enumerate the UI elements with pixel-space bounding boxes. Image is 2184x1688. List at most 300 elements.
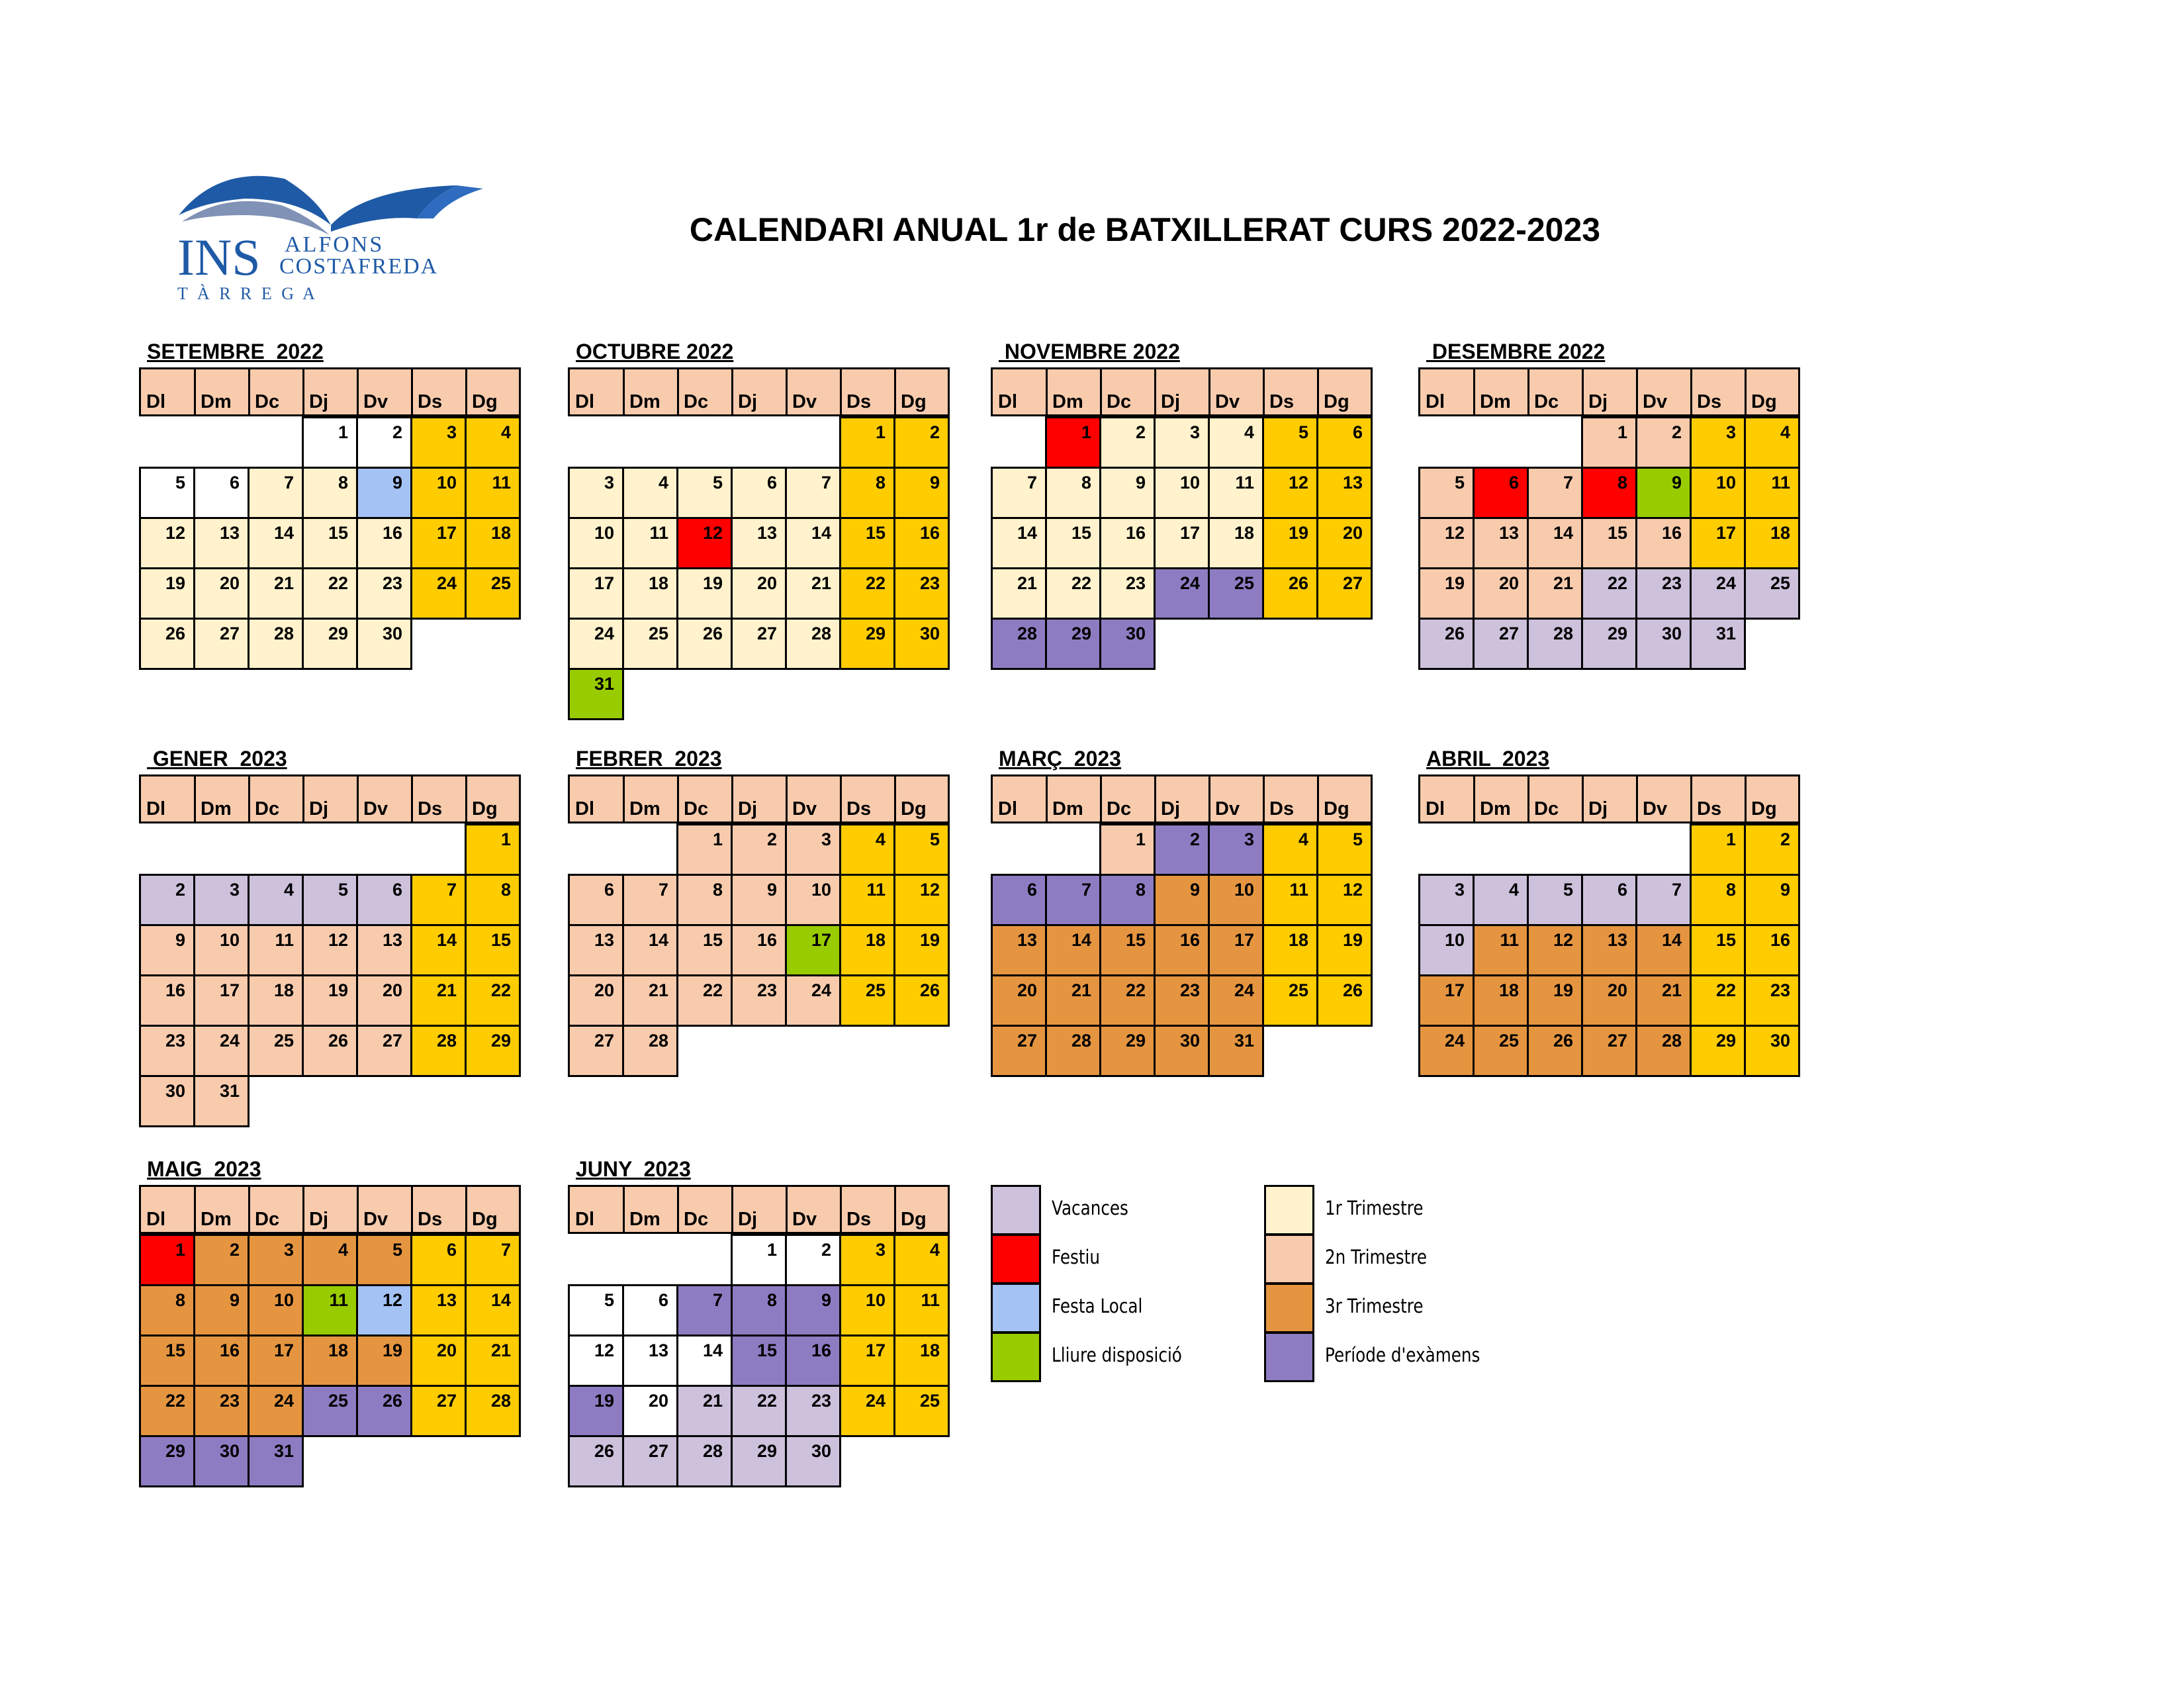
legend-swatch (991, 1185, 1041, 1235)
day-cell: 23 (731, 974, 787, 1027)
day-cell: 9 (1099, 467, 1156, 519)
weekday-label: Dm (629, 391, 660, 412)
day-cell: 30 (893, 618, 950, 670)
legend-swatch (1264, 1185, 1314, 1235)
day-cell: 26 (676, 618, 733, 670)
day-cell: 15 (676, 924, 733, 976)
day-cell: 24 (785, 974, 841, 1027)
day-cell: 17 (248, 1335, 304, 1387)
day-cell: 23 (1635, 567, 1692, 620)
day-cell: 27 (193, 618, 250, 670)
weekday-divider (1745, 369, 1747, 414)
weekday-label: Dg (901, 798, 927, 820)
day-cell: 5 (676, 467, 733, 519)
day-cell: 2 (1635, 416, 1692, 469)
weekday-divider (1208, 776, 1210, 821)
weekday-label: Dm (1480, 798, 1511, 820)
legend-swatch (1264, 1283, 1314, 1333)
weekday-divider (1690, 776, 1692, 821)
weekday-label: Dg (472, 1209, 498, 1230)
month-name: GENER 2023 (147, 747, 287, 771)
weekday-label: Ds (1697, 391, 1722, 412)
weekday-label: Dj (1588, 391, 1608, 412)
weekday-divider (677, 1187, 679, 1232)
day-cell: 22 (1045, 567, 1101, 620)
day-cell: 12 (1316, 874, 1373, 926)
day-cell: 16 (1099, 517, 1156, 569)
weekday-divider (623, 369, 625, 414)
day-cell: 27 (410, 1385, 467, 1437)
day-cell: 12 (1262, 467, 1318, 519)
day-cell: 10 (248, 1284, 304, 1336)
day-cell: 20 (622, 1385, 678, 1437)
day-cell: 22 (1099, 974, 1156, 1027)
day-cell: 9 (139, 924, 195, 976)
weekday-divider (1100, 369, 1102, 414)
day-cell: 9 (356, 467, 412, 519)
weekday-divider (357, 369, 359, 414)
weekday-label: Dg (1324, 391, 1349, 412)
weekday-divider (840, 776, 842, 821)
weekday-label: Ds (418, 391, 443, 412)
day-cell: 17 (785, 924, 841, 976)
day-cell: 28 (410, 1025, 467, 1077)
legend-label: Festiu (1052, 1246, 1100, 1268)
day-cell: 15 (302, 517, 358, 569)
day-cell: 9 (893, 467, 950, 519)
day-cell: 19 (893, 924, 950, 976)
month-name: JUNY 2023 (576, 1157, 691, 1181)
day-cell: 25 (248, 1025, 304, 1077)
day-cell: 25 (302, 1385, 358, 1437)
day-cell: 9 (785, 1284, 841, 1336)
day-cell: 17 (1208, 924, 1264, 976)
weekday-label: Dg (1751, 391, 1777, 412)
day-cell: 8 (302, 467, 358, 519)
weekday-divider (1046, 776, 1048, 821)
day-cell: 5 (1262, 416, 1318, 469)
day-cell: 4 (839, 823, 895, 876)
weekday-label: Dl (575, 798, 594, 820)
weekday-divider (1154, 776, 1156, 821)
day-cell: 8 (731, 1284, 787, 1336)
day-cell: 19 (1262, 517, 1318, 569)
day-cell: 6 (568, 874, 624, 926)
day-cell: 30 (356, 618, 412, 670)
weekday-divider (357, 776, 359, 821)
day-cell: 3 (839, 1234, 895, 1286)
day-cell: 11 (465, 467, 521, 519)
weekday-divider (302, 369, 304, 414)
day-cell: 6 (193, 467, 250, 519)
day-cell: 3 (248, 1234, 304, 1286)
day-cell: 20 (731, 567, 787, 620)
weekday-label: Dv (1215, 391, 1240, 412)
day-cell: 13 (1473, 517, 1529, 569)
day-cell: 10 (1418, 924, 1475, 976)
day-cell: 23 (1744, 974, 1800, 1027)
weekday-label: Dm (201, 1209, 232, 1230)
weekday-divider (465, 369, 467, 414)
weekday-label: Dc (684, 391, 709, 412)
day-cell: 27 (1316, 567, 1373, 620)
weekday-header (991, 367, 1373, 416)
day-cell: 29 (302, 618, 358, 670)
day-cell: 10 (785, 874, 841, 926)
day-cell: 13 (1316, 467, 1373, 519)
day-cell: 6 (356, 874, 412, 926)
day-cell: 25 (1208, 567, 1264, 620)
weekday-label: Ds (1269, 391, 1295, 412)
day-cell: 18 (1208, 517, 1264, 569)
day-cell: 5 (356, 1234, 412, 1286)
day-cell: 26 (356, 1385, 412, 1437)
day-cell: 14 (1527, 517, 1583, 569)
weekday-divider (1690, 369, 1692, 414)
svg-text:ALFONS: ALFONS (285, 232, 385, 257)
weekday-divider (248, 776, 250, 821)
weekday-label: Dc (255, 1209, 280, 1230)
day-cell: 4 (1744, 416, 1800, 469)
day-cell: 10 (1208, 874, 1264, 926)
day-cell: 17 (568, 567, 624, 620)
weekday-header (139, 1185, 521, 1234)
day-cell: 1 (1099, 823, 1156, 876)
weekday-header (991, 774, 1373, 823)
day-cell: 3 (568, 467, 624, 519)
day-cell: 6 (1316, 416, 1373, 469)
weekday-label: Dl (1426, 391, 1445, 412)
month-name: FEBRER 2023 (576, 747, 722, 771)
day-cell: 8 (1690, 874, 1746, 926)
page-title: CALENDARI ANUAL 1r de BATXILLERAT CURS 2022-2023 (689, 211, 1601, 248)
day-cell: 5 (302, 874, 358, 926)
day-cell: 11 (302, 1284, 358, 1336)
weekday-label: Dv (792, 798, 817, 820)
weekday-divider (1317, 369, 1319, 414)
weekday-label: Ds (846, 391, 872, 412)
day-cell: 22 (302, 567, 358, 620)
weekday-divider (786, 776, 788, 821)
day-cell: 1 (1581, 416, 1637, 469)
weekday-label: Dc (684, 1209, 709, 1230)
day-cell: 20 (1473, 567, 1529, 620)
day-cell: 15 (1099, 924, 1156, 976)
legend-label: Festa Local (1052, 1295, 1143, 1317)
day-cell: 2 (893, 416, 950, 469)
day-cell: 15 (1045, 517, 1101, 569)
weekday-label: Ds (1269, 798, 1295, 820)
weekday-label: Dj (1588, 798, 1608, 820)
day-cell: 30 (1635, 618, 1692, 670)
legend-label: 3r Trimestre (1325, 1295, 1424, 1317)
day-cell: 28 (248, 618, 304, 670)
day-cell: 9 (1154, 874, 1210, 926)
day-cell: 27 (568, 1025, 624, 1077)
weekday-divider (731, 1187, 733, 1232)
day-cell: 17 (839, 1335, 895, 1387)
weekday-divider (1317, 776, 1319, 821)
day-cell: 19 (1527, 974, 1583, 1027)
weekday-label: Dl (146, 798, 165, 820)
day-cell: 5 (893, 823, 950, 876)
weekday-divider (1636, 369, 1638, 414)
day-cell: 12 (1418, 517, 1475, 569)
legend-swatch (1264, 1332, 1314, 1382)
day-cell: 1 (302, 416, 358, 469)
weekday-label: Dl (575, 1209, 594, 1230)
day-cell: 23 (193, 1385, 250, 1437)
weekday-divider (1154, 369, 1156, 414)
day-cell: 27 (356, 1025, 412, 1077)
day-cell: 29 (1581, 618, 1637, 670)
day-cell: 18 (893, 1335, 950, 1387)
day-cell: 9 (1635, 467, 1692, 519)
day-cell: 12 (893, 874, 950, 926)
day-cell: 20 (193, 567, 250, 620)
day-cell: 10 (839, 1284, 895, 1336)
weekday-divider (302, 1187, 304, 1232)
day-cell: 22 (676, 974, 733, 1027)
day-cell: 2 (785, 1234, 841, 1286)
day-cell: 21 (410, 974, 467, 1027)
day-cell: 11 (622, 517, 678, 569)
day-cell: 5 (139, 467, 195, 519)
day-cell: 4 (1208, 416, 1264, 469)
day-cell: 24 (1418, 1025, 1475, 1077)
weekday-divider (1100, 776, 1102, 821)
day-cell: 12 (139, 517, 195, 569)
day-cell: 7 (465, 1234, 521, 1286)
day-cell: 12 (568, 1335, 624, 1387)
day-cell: 30 (785, 1435, 841, 1487)
month-name: DESEMBRE 2022 (1426, 340, 1606, 363)
day-cell: 18 (465, 517, 521, 569)
weekday-label: Dv (1215, 798, 1240, 820)
month-name: MAIG 2023 (147, 1157, 261, 1181)
weekday-label: Dg (472, 391, 498, 412)
logo-ins-text: INS (177, 228, 261, 286)
day-cell: 9 (731, 874, 787, 926)
day-cell: 9 (1744, 874, 1800, 926)
weekday-label: Dl (146, 1209, 165, 1230)
day-cell: 17 (193, 974, 250, 1027)
day-cell: 29 (839, 618, 895, 670)
day-cell: 24 (1208, 974, 1264, 1027)
day-cell: 17 (410, 517, 467, 569)
day-cell: 4 (1262, 823, 1318, 876)
day-cell: 28 (676, 1435, 733, 1487)
weekday-divider (1046, 369, 1048, 414)
day-cell: 30 (1744, 1025, 1800, 1077)
weekday-divider (894, 369, 896, 414)
month-name: MARÇ 2023 (999, 747, 1121, 771)
day-cell: 29 (139, 1435, 195, 1487)
weekday-label: Dl (998, 798, 1017, 820)
day-cell: 14 (248, 517, 304, 569)
day-cell: 16 (785, 1335, 841, 1387)
weekday-label: Dj (309, 798, 328, 820)
day-cell: 4 (302, 1234, 358, 1286)
day-cell: 26 (568, 1435, 624, 1487)
day-cell: 11 (248, 924, 304, 976)
day-cell: 19 (568, 1385, 624, 1437)
day-cell: 23 (1154, 974, 1210, 1027)
day-cell: 2 (1099, 416, 1156, 469)
weekday-label: Dm (1052, 391, 1083, 412)
day-cell: 24 (193, 1025, 250, 1077)
weekday-divider (623, 1187, 625, 1232)
day-cell: 16 (1635, 517, 1692, 569)
weekday-header (1418, 367, 1800, 416)
day-cell: 22 (1690, 974, 1746, 1027)
day-cell: 7 (248, 467, 304, 519)
day-cell: 8 (839, 467, 895, 519)
weekday-label: Dc (684, 798, 709, 820)
month-name: NOVEMBRE 2022 (999, 340, 1180, 363)
day-cell: 7 (676, 1284, 733, 1336)
day-cell: 29 (465, 1025, 521, 1077)
weekday-divider (1745, 776, 1747, 821)
legend-label: Vacances (1052, 1197, 1128, 1219)
day-cell: 30 (1099, 618, 1156, 670)
legend-swatch (1264, 1234, 1314, 1284)
day-cell: 12 (1527, 924, 1583, 976)
day-cell: 13 (193, 517, 250, 569)
weekday-divider (677, 776, 679, 821)
legend-label: 1r Trimestre (1325, 1197, 1424, 1219)
day-cell: 4 (248, 874, 304, 926)
day-cell: 31 (1690, 618, 1746, 670)
weekday-divider (194, 776, 196, 821)
day-cell: 1 (676, 823, 733, 876)
weekday-label: Dv (792, 391, 817, 412)
weekday-divider (465, 776, 467, 821)
day-cell: 28 (622, 1025, 678, 1077)
legend-label: Període d'exàmens (1325, 1344, 1480, 1366)
day-cell: 1 (1045, 416, 1101, 469)
day-cell: 30 (139, 1075, 195, 1127)
weekday-header (568, 367, 950, 416)
day-cell: 21 (248, 567, 304, 620)
day-cell: 13 (991, 924, 1047, 976)
day-cell: 20 (1316, 517, 1373, 569)
day-cell: 28 (1527, 618, 1583, 670)
day-cell: 30 (193, 1435, 250, 1487)
day-cell: 25 (1473, 1025, 1529, 1077)
day-cell: 14 (465, 1284, 521, 1336)
day-cell: 27 (1473, 618, 1529, 670)
day-cell: 24 (1690, 567, 1746, 620)
weekday-divider (786, 369, 788, 414)
day-cell: 19 (356, 1335, 412, 1387)
day-cell: 27 (731, 618, 787, 670)
weekday-label: Dc (1534, 798, 1559, 820)
day-cell: 16 (139, 974, 195, 1027)
day-cell: 23 (139, 1025, 195, 1077)
day-cell: 21 (1045, 974, 1101, 1027)
day-cell: 17 (1690, 517, 1746, 569)
day-cell: 6 (731, 467, 787, 519)
day-cell: 29 (1099, 1025, 1156, 1077)
day-cell: 15 (1581, 517, 1637, 569)
weekday-divider (1473, 369, 1475, 414)
day-cell: 21 (785, 567, 841, 620)
weekday-label: Dm (629, 798, 660, 820)
day-cell: 13 (410, 1284, 467, 1336)
day-cell: 2 (139, 874, 195, 926)
weekday-header (1418, 774, 1800, 823)
weekday-label: Dc (1107, 391, 1132, 412)
day-cell: 21 (465, 1335, 521, 1387)
weekday-label: Dv (363, 391, 388, 412)
weekday-label: Dg (1324, 798, 1349, 820)
day-cell: 27 (991, 1025, 1047, 1077)
weekday-divider (1473, 776, 1475, 821)
day-cell: 2 (356, 416, 412, 469)
day-cell: 14 (410, 924, 467, 976)
weekday-divider (894, 1187, 896, 1232)
weekday-label: Ds (1697, 798, 1722, 820)
weekday-label: Ds (846, 798, 872, 820)
day-cell: 10 (193, 924, 250, 976)
day-cell: 19 (1316, 924, 1373, 976)
day-cell: 12 (676, 517, 733, 569)
weekday-label: Dl (998, 391, 1017, 412)
day-cell: 10 (1690, 467, 1746, 519)
day-cell: 29 (1690, 1025, 1746, 1077)
weekday-divider (1263, 369, 1265, 414)
day-cell: 20 (1581, 974, 1637, 1027)
weekday-label: Dm (1480, 391, 1511, 412)
day-cell: 8 (676, 874, 733, 926)
day-cell: 26 (302, 1025, 358, 1077)
day-cell: 3 (785, 823, 841, 876)
weekday-label: Dm (201, 391, 232, 412)
weekday-divider (1636, 776, 1638, 821)
day-cell: 3 (1690, 416, 1746, 469)
day-cell: 16 (356, 517, 412, 569)
weekday-divider (411, 776, 413, 821)
day-cell: 16 (193, 1335, 250, 1387)
weekday-divider (731, 776, 733, 821)
day-cell: 7 (991, 467, 1047, 519)
day-cell: 2 (731, 823, 787, 876)
weekday-label: Dv (363, 1209, 388, 1230)
weekday-header (139, 774, 521, 823)
day-cell: 4 (465, 416, 521, 469)
day-cell: 15 (465, 924, 521, 976)
weekday-divider (840, 369, 842, 414)
weekday-label: Dc (255, 798, 280, 820)
day-cell: 23 (356, 567, 412, 620)
day-cell: 13 (1581, 924, 1637, 976)
day-cell: 28 (785, 618, 841, 670)
weekday-label: Dj (1161, 798, 1180, 820)
day-cell: 1 (139, 1234, 195, 1286)
day-cell: 5 (1316, 823, 1373, 876)
weekday-divider (248, 369, 250, 414)
weekday-divider (677, 369, 679, 414)
legend-label: 2n Trimestre (1325, 1246, 1428, 1268)
day-cell: 2 (1744, 823, 1800, 876)
day-cell: 24 (839, 1385, 895, 1437)
weekday-label: Dl (1426, 798, 1445, 820)
day-cell: 25 (1744, 567, 1800, 620)
day-cell: 22 (139, 1385, 195, 1437)
day-cell: 18 (248, 974, 304, 1027)
day-cell: 10 (410, 467, 467, 519)
